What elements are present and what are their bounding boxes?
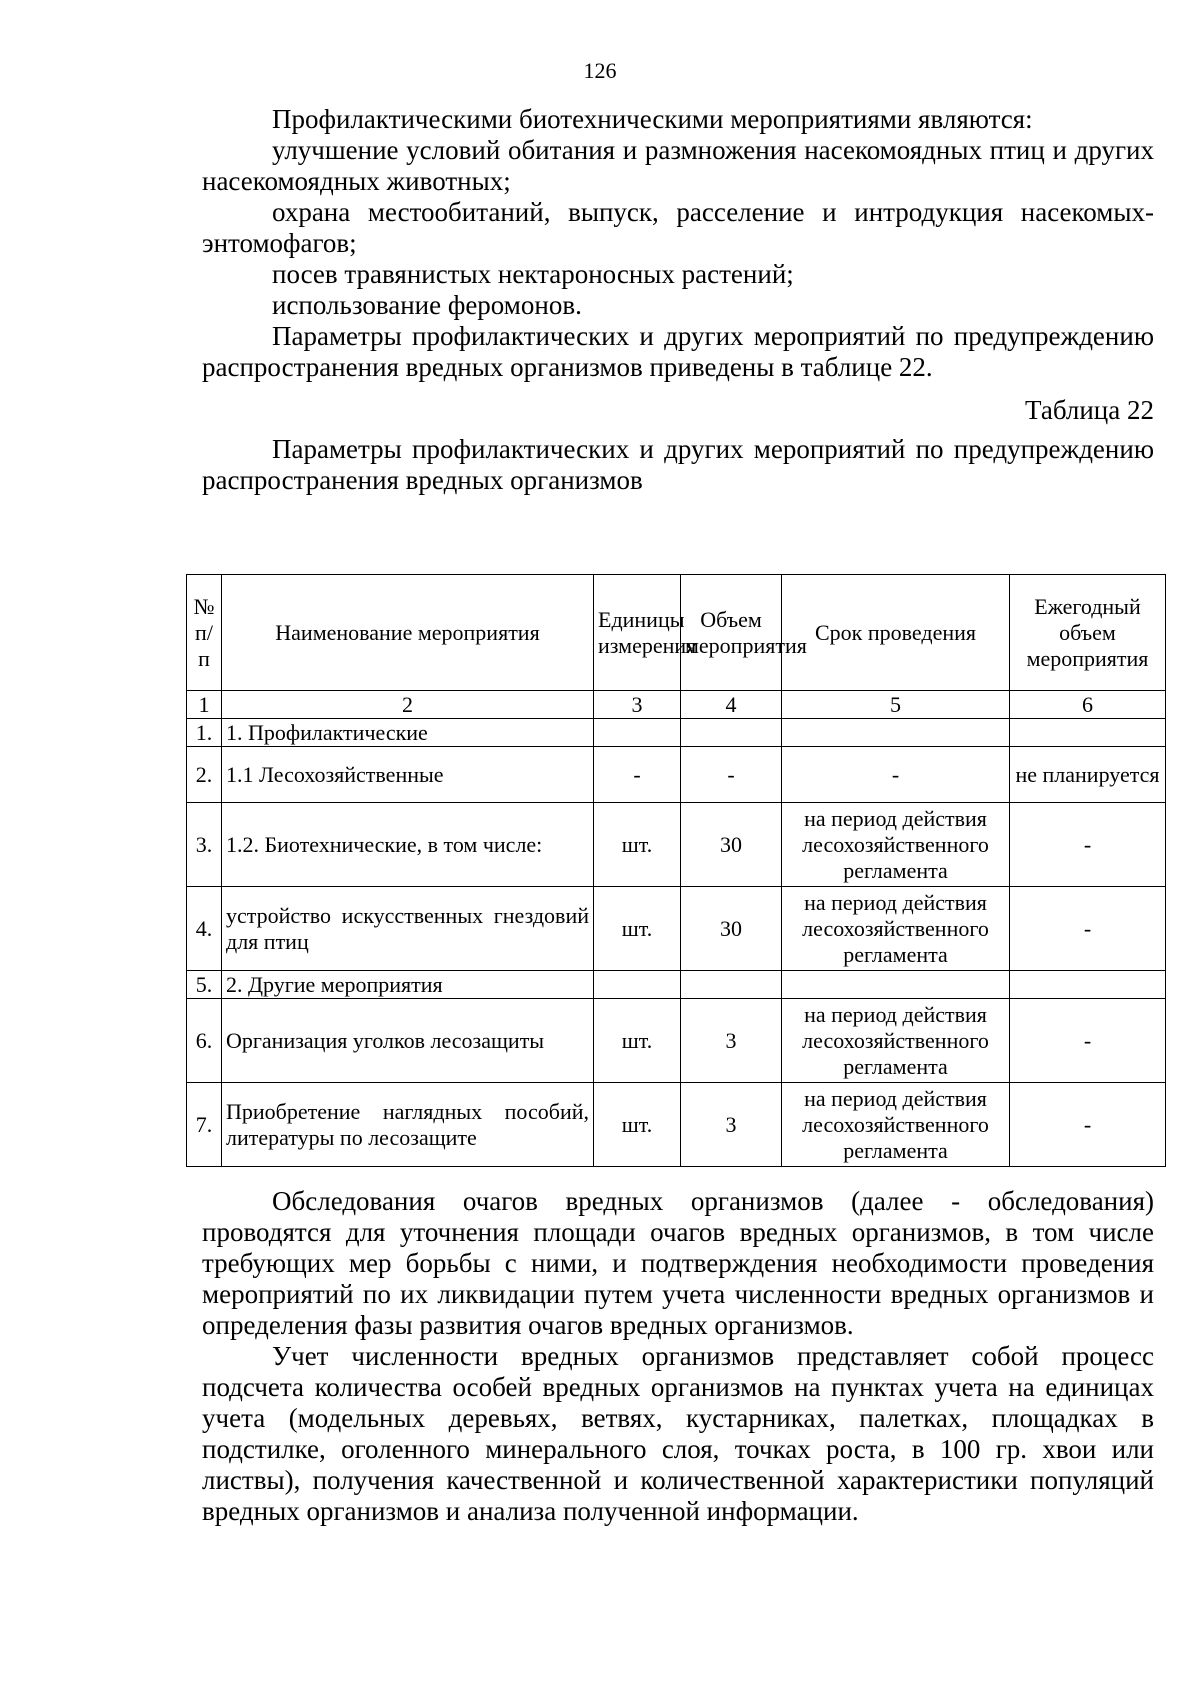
row-term — [782, 719, 1010, 747]
table-header-row — [187, 575, 1166, 691]
row-num: 6. — [187, 999, 222, 1083]
row-unit: шт. — [594, 887, 681, 971]
list-item: улучшение условий обитания и размножения насекомоядных птиц и других насекомоядных животных; — [202, 135, 1154, 196]
row-volume: - — [681, 747, 782, 803]
row-volume: 30 — [681, 887, 782, 971]
row-volume — [681, 971, 782, 999]
table-row — [187, 747, 1166, 803]
row-term — [782, 971, 1010, 999]
header-annual: Ежегодный объем мероприятия — [1010, 575, 1166, 691]
header-num: № п/п — [187, 575, 222, 691]
row-num: 7. — [187, 1083, 222, 1167]
row-term: на период действия лесохозяйственного регламента — [782, 999, 1010, 1083]
row-num: 4. — [187, 887, 222, 971]
row-annual — [1010, 971, 1166, 999]
row-volume: 3 — [681, 1083, 782, 1167]
row-volume — [681, 719, 782, 747]
row-term: на период действия лесохозяйственного регламента — [782, 887, 1010, 971]
table-row — [187, 999, 1166, 1083]
row-volume: 30 — [681, 803, 782, 887]
intro-section — [202, 104, 1154, 496]
row-volume: 3 — [681, 999, 782, 1083]
row-num: 2. — [187, 747, 222, 803]
row-annual — [1010, 719, 1166, 747]
paragraph: Обследования очагов вредных организмов (далее - обследования) проводятся для уточнения площади очагов вредных организмов, в том числе требующих мер борьбы с ними, и подтверждения необходимости проведения мероприятий по их ликвидации путем учета численности вредных организмов и определения фазы развития очагов вредных организмов. — [202, 1186, 1154, 1340]
header-name: Наименование мероприятия — [222, 575, 594, 691]
row-name: Приобретение наглядных пособий, литературы по лесозащите — [222, 1083, 594, 1167]
row-term: на период действия лесохозяйственного регламента — [782, 1083, 1010, 1167]
row-num: 3. — [187, 803, 222, 887]
header-unit: Единицы измерения — [594, 575, 681, 691]
measures-table — [186, 574, 1166, 1167]
row-num: 1. — [187, 719, 222, 747]
page-number: 126 — [583, 58, 617, 83]
row-name: 1.2. Биотехнические, в том числе: — [222, 803, 594, 887]
row-name: Организация уголков лесозащиты — [222, 999, 594, 1083]
table-index-row — [187, 691, 1166, 719]
paragraph: Профилактическими биотехническими мероприятиями являются: — [272, 104, 1033, 134]
row-annual: - — [1010, 999, 1166, 1083]
row-unit — [594, 719, 681, 747]
row-name: 1.1 Лесохозяйственные — [222, 747, 594, 803]
paragraph: Параметры профилактических и других мероприятий по предупреждению распространения вредных организмов приведены в таблице 22. — [202, 321, 1154, 382]
row-unit: шт. — [594, 1083, 681, 1167]
row-unit: - — [594, 747, 681, 803]
list-item: посев травянистых нектароносных растений; — [272, 259, 794, 289]
row-annual: не планируется — [1010, 747, 1166, 803]
table-row — [187, 1083, 1166, 1167]
index-cell: 5 — [782, 691, 1010, 719]
row-num: 5. — [187, 971, 222, 999]
index-cell: 1 — [187, 691, 222, 719]
index-cell: 6 — [1010, 691, 1166, 719]
row-unit — [594, 971, 681, 999]
index-cell: 3 — [594, 691, 681, 719]
table-label: Таблица 22 — [1025, 395, 1154, 425]
paragraph: Учет численности вредных организмов представляет собой процесс подсчета количества особей вредных организмов на пунктах учета на единицах учета (модельных деревьях, ветвях, кустарниках, палетках, площадках в подстилке, оголенного минерального слоя, точках роста, в 100 гр. хвои или листвы), получения качественной и количественной характеристики популяций вредных организмов и анализа полученной информации. — [202, 1341, 1154, 1526]
index-cell: 2 — [222, 691, 594, 719]
header-term: Срок проведения — [782, 575, 1010, 691]
header-volume: Объем мероприятия — [681, 575, 782, 691]
row-term: на период действия лесохозяйственного регламента — [782, 803, 1010, 887]
row-unit: шт. — [594, 803, 681, 887]
row-term: - — [782, 747, 1010, 803]
row-annual: - — [1010, 803, 1166, 887]
list-item: использование феромонов. — [272, 290, 582, 320]
row-unit: шт. — [594, 999, 681, 1083]
table-row — [187, 971, 1166, 999]
index-cell: 4 — [681, 691, 782, 719]
table-row — [187, 887, 1166, 971]
closing-section — [202, 1186, 1154, 1527]
row-name: 1. Профилактические — [222, 719, 594, 747]
table-caption: Параметры профилактических и других мероприятий по предупреждению распространения вредных организмов — [202, 434, 1154, 495]
row-annual: - — [1010, 887, 1166, 971]
row-name: устройство искусственных гнездовий для птиц — [222, 887, 594, 971]
table-row — [187, 719, 1166, 747]
table-row — [187, 803, 1166, 887]
row-name: 2. Другие мероприятия — [222, 971, 594, 999]
list-item: охрана местообитаний, выпуск, расселение и интродукция насекомых-энтомофагов; — [202, 197, 1154, 258]
row-annual: - — [1010, 1083, 1166, 1167]
